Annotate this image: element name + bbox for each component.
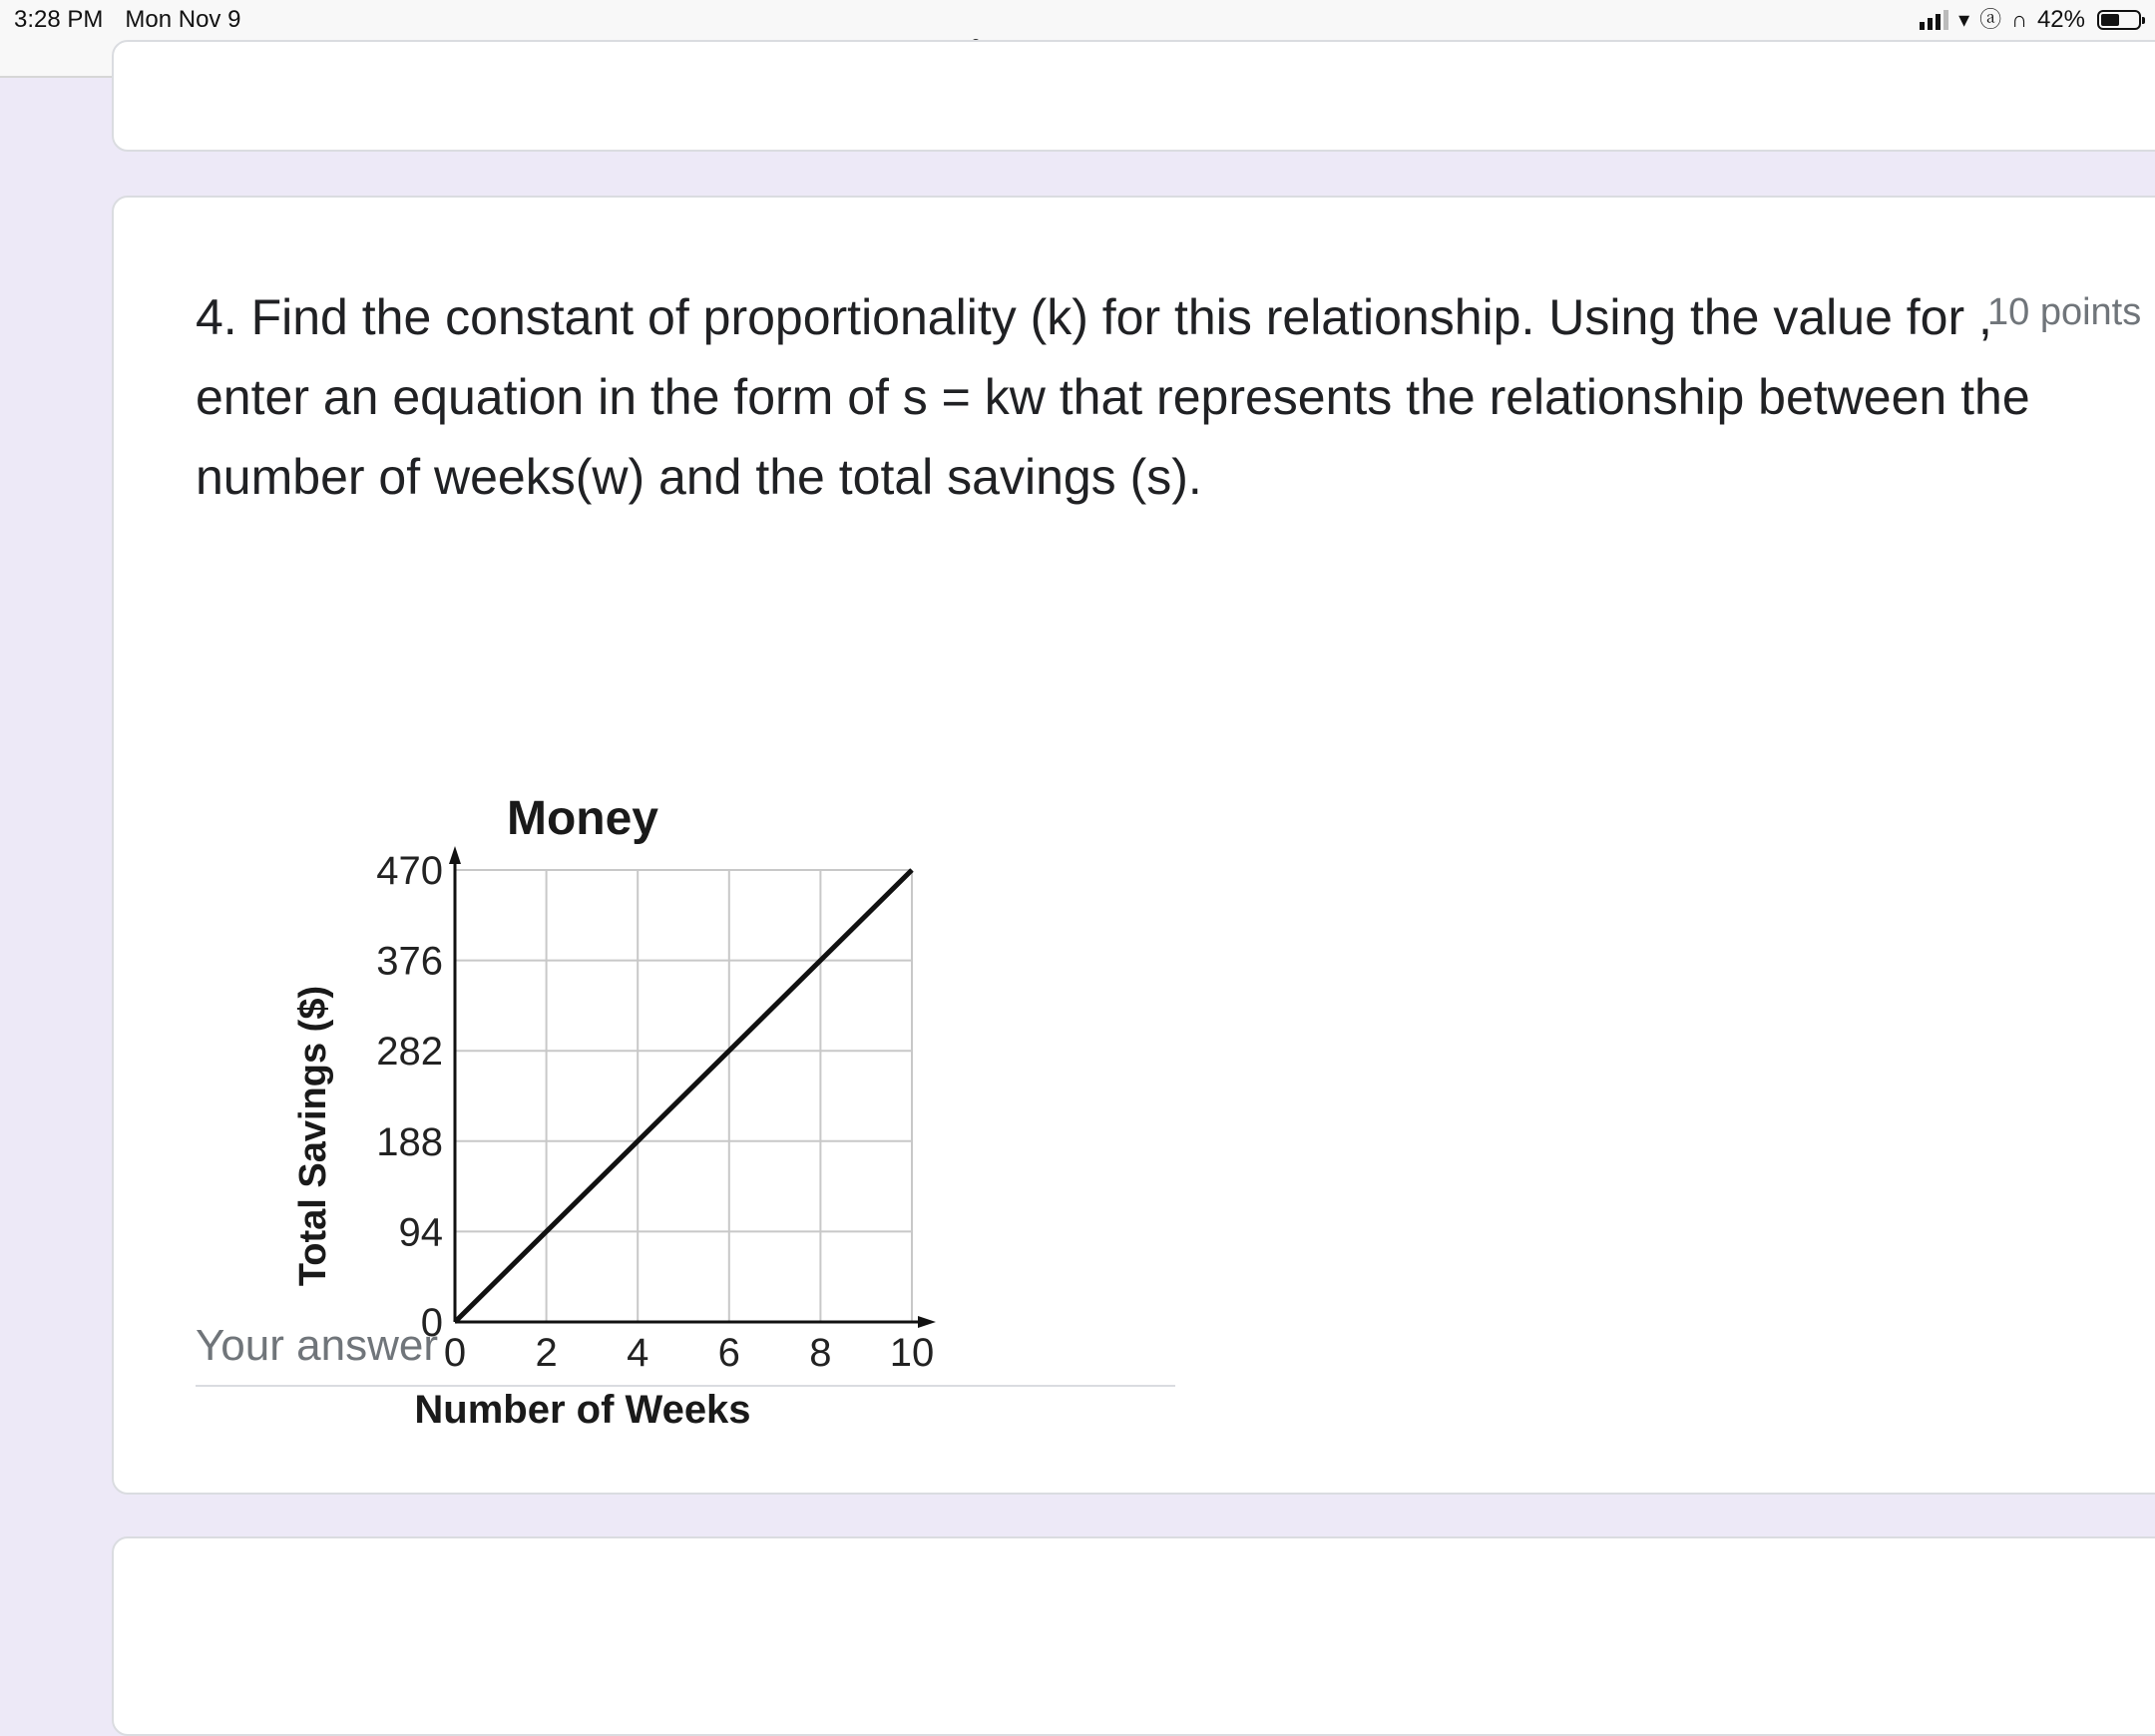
- y-tick-label-282: 282: [376, 1030, 443, 1075]
- x-tick-label-6: 6: [717, 1331, 740, 1375]
- status-left: [14, 6, 240, 34]
- chart-title: Money: [506, 792, 659, 845]
- chart-y-axis-label: Total Savings ($): [292, 985, 334, 1287]
- status-time: 3:28 PM: [14, 6, 104, 33]
- y-tick-label-470: 470: [376, 849, 443, 893]
- y-tick-label-94: 94: [398, 1210, 443, 1255]
- wifi-icon: ▾: [1958, 7, 1970, 32]
- headphone-icon: ∩: [2011, 7, 2027, 32]
- chart-series: [455, 870, 912, 1322]
- answer-input[interactable]: [196, 1307, 1175, 1387]
- x-tick-label-0: 0: [443, 1331, 467, 1375]
- x-tick-label-10: 10: [889, 1331, 935, 1375]
- question-card: [112, 196, 2155, 1495]
- status-date: Mon Nov 9: [125, 6, 241, 33]
- chart-x-axis-label: Number of Weeks: [414, 1388, 751, 1432]
- y-tick-label-376: 376: [376, 939, 443, 984]
- points-label: 10 points: [1987, 291, 2142, 333]
- y-tick-label-188: 188: [376, 1119, 443, 1164]
- battery-percent: 42%: [2036, 6, 2085, 33]
- x-tick-label-4: 4: [627, 1331, 649, 1375]
- previous-question-card: [112, 40, 2155, 152]
- x-tick-label-2: 2: [535, 1331, 558, 1375]
- next-question-card: [112, 1536, 2155, 1736]
- battery-icon: [2097, 10, 2141, 30]
- y-axis-arrow: [449, 846, 461, 864]
- chart-y-ticks: [376, 849, 443, 1345]
- question-text: 4. Find the constant of proportionality (k) for this relationship. Using the value for , enter an equation in the form of s = kw that represents the relationship between the number of weeks(w) and the total savings (s).: [196, 289, 2030, 505]
- savings-line: [455, 870, 912, 1322]
- x-tick-label-8: 8: [809, 1331, 832, 1375]
- signal-icon: [1920, 10, 1948, 30]
- y-tick-label-0: 0: [420, 1301, 443, 1345]
- at-icon: ⓐ: [1979, 7, 2002, 32]
- status-right: [1920, 6, 2141, 34]
